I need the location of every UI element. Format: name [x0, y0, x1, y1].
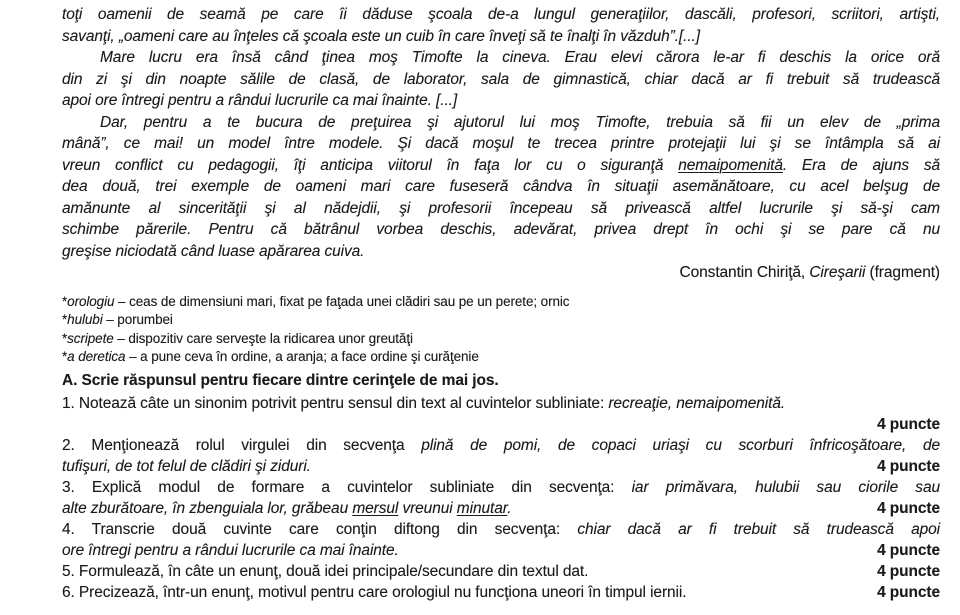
text-segment: alte zburătoare, în zbenguiala lor, grăbeau [62, 499, 353, 517]
text-segment: chiar dacă ar fi trebuit să trudească apoi [577, 520, 940, 538]
text-segment: savanţi, „oameni care au înţeles că şcoala este un cuib în care înveţi să te înalţi în văzduh”.[...] [62, 27, 700, 45]
text-line [62, 47, 940, 69]
attribution-line [62, 262, 940, 284]
text-segment: iar primăvara, hulubii sau ciorile sau [631, 478, 940, 496]
text-segment: toţi oamenii de seamă pe care îi dăduse şcoala de-a lungul generaţiilor, dascăli, profesori, scriitori, artişti, [62, 6, 940, 23]
points-label: 4 puncte [877, 457, 940, 475]
footnote [62, 293, 940, 312]
literary-excerpt [62, 4, 940, 262]
text-line [62, 456, 940, 477]
text-segment: orologiu [67, 293, 115, 309]
underlined-term: mersul [352, 499, 399, 517]
text-segment: 6. Precizează, într-un enunţ, motivul pentru care orologiul nu funcţiona uneori în timpul iernii. [62, 583, 687, 601]
text-segment: . [507, 499, 512, 517]
text-segment: greşise niciodată când luase apărarea cuiva. [62, 242, 365, 260]
points-label: 4 puncte [877, 415, 940, 433]
text-segment: scripete [67, 330, 114, 346]
text-line [62, 414, 940, 435]
text-segment: recreaţie, nemaipomenită. [608, 394, 786, 412]
text-line [62, 155, 940, 177]
text-line [62, 582, 940, 603]
text-line [62, 176, 940, 198]
text-segment: * [62, 293, 68, 309]
excerpt-paragraph [62, 112, 940, 263]
questions-list [62, 393, 940, 603]
points-label: 4 puncte [877, 562, 940, 580]
question-text [62, 498, 511, 519]
excerpt-paragraph [62, 47, 940, 112]
text-line [62, 498, 940, 519]
text-line [62, 4, 940, 26]
text-segment: 4. Transcrie două cuvinte care conţin diftong din secvenţa: [62, 520, 578, 538]
text-segment: Dar, pentru a te bucura de preţuirea şi ajutorul lui moş Timofte, trebuia să fii un elev de „prima [100, 113, 940, 131]
text-segment: 1. Notează câte un sinonim potrivit pentru sensul din text al cuvintelor subliniate: [62, 394, 609, 412]
text-segment: * [62, 312, 68, 327]
text-line [62, 133, 940, 155]
question-text [62, 561, 588, 582]
text-segment: 3. Explică modul de formare a cuvintelor subliniate din secvenţa: [62, 478, 632, 496]
text-segment: apoi ore întregi pentru a rândui lucrurile ca mai înainte. [...] [62, 92, 458, 109]
text-segment: * [62, 349, 68, 364]
text-segment: – ceas de dimensiuni mari, fixat pe faţada unei clădiri sau pe un perete; ornic [114, 293, 570, 309]
question-text [62, 540, 399, 561]
text-segment: – a pune ceva în ordine, a aranja; a face ordine şi curăţenie [125, 349, 479, 364]
question-text [62, 582, 686, 603]
text-segment: plină de pomi, de copaci uriaşi cu scorburi înfricoşătoare, de [421, 436, 940, 454]
text-line [62, 540, 940, 561]
text-segment: * [62, 330, 68, 346]
text-segment: (fragment) [865, 264, 940, 281]
text-segment: . Era de ajuns să [782, 156, 940, 174]
text-line [62, 241, 940, 263]
text-segment: din zi şi din noapte sălile de clasă, de laborator, sala de gimnastică, chiar dacă ar fi trebuit să trudească [62, 70, 940, 88]
text-line [62, 477, 940, 498]
section-a-heading: A. Scrie răspunsul pentru fiecare dintre cerinţele de mai jos. [62, 371, 499, 389]
points-label: 4 puncte [877, 583, 940, 601]
footnote [62, 311, 940, 330]
text-segment: amănunte al sincerităţii şi al nădejdii, şi profesorii începeau să privească altfel lucrurile şi să-şi cam [62, 199, 940, 217]
text-line [62, 90, 940, 112]
text-segment: schimbe părerile. Pentru că bătrânul vorbea deschis, adevărat, privea drept în ochi şi se pare că nu [62, 221, 940, 238]
text-segment: – porumbei [102, 312, 173, 327]
text-segment: vreunui [398, 499, 457, 517]
text-line [62, 219, 940, 241]
text-segment: 5. Formulează, în câte un enunţ, două idei principale/secundare din textul dat. [62, 562, 589, 580]
underlined-term: minutar [456, 499, 508, 517]
text-segment: Mare lucru era însă când ţinea moş Timofte la cineva. Erau elevi cărora le-ar fi deschis la orice oră [100, 49, 940, 66]
text-segment: tufişuri, de tot felul de clădiri şi ziduri. [62, 457, 311, 475]
text-line [62, 435, 940, 456]
text-segment: hulubi [67, 312, 103, 327]
text-line [62, 561, 940, 582]
footnotes-block [62, 293, 940, 367]
points-label: 4 puncte [877, 541, 940, 559]
points-label: 4 puncte [877, 499, 940, 517]
text-segment: 2. Menţionează rolul virgulei din secvenţa [62, 436, 422, 454]
text-line [62, 26, 940, 48]
text-line [62, 112, 940, 134]
text-line [62, 69, 940, 91]
text-segment: mână”, ce mai! un model între modele. Şi dacă moşul te trecea printre protejaţii lui şi se întâmpla să ai [62, 135, 940, 152]
text-segment: Cireşarii [809, 264, 866, 281]
text-segment: ore întregi pentru a rândui lucrurile ca mai înainte. [62, 541, 399, 559]
text-segment: Constantin Chiriţă, [679, 264, 810, 281]
text-line [62, 519, 940, 540]
question-text [62, 456, 311, 477]
text-segment: vreun conflict cu pedagogii, îţi anticipa viitorul în faţa lor cu o siguranţă [62, 156, 679, 174]
footnote [62, 348, 940, 367]
text-segment: a deretica [67, 349, 126, 364]
text-segment: – dispozitiv care serveşte la ridicarea unor greutăţi [113, 330, 413, 346]
text-line [62, 198, 940, 220]
underlined-term: nemaipomenită [678, 156, 783, 174]
footnote [62, 330, 940, 349]
excerpt-paragraph [62, 4, 940, 47]
text-line [62, 393, 940, 414]
text-segment: dea două, trei exemple de oameni mari care fuseseră cândva în situaţii asemănătoare, cu acel belşug de [62, 178, 940, 195]
